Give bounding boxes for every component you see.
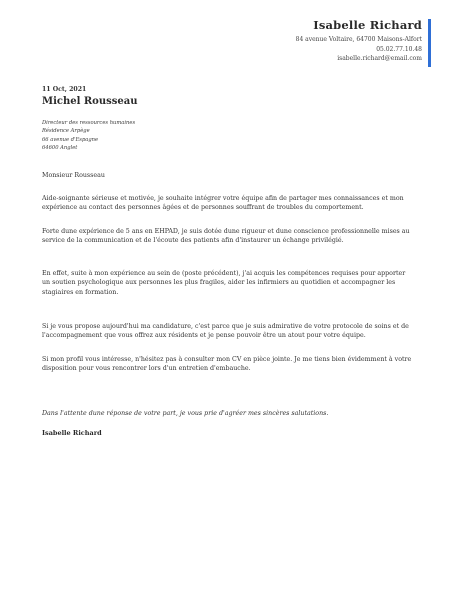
- recipient-name: Michel Rousseau: [42, 96, 138, 107]
- letter-paragraph: Si je vous propose aujourd'hui ma candidature, c'est parce que je suis admirative de votre protocole de soins et de l'accompagnement que vous offrez aux résidents et je pense pouvoir être un atout pour votre équipe.: [42, 323, 409, 340]
- sender-block: [296, 18, 422, 64]
- sender-phone: 05.02.77.10.48: [376, 45, 422, 53]
- recipient-details: [42, 119, 422, 152]
- sender-address: 84 avenue Voltaire, 64700 Maisons-Alfort: [295, 36, 422, 43]
- accent-bar: [428, 19, 431, 67]
- letter-date: 11 Oct, 2021: [42, 86, 87, 93]
- recipient-city: 64600 Anglet: [42, 144, 78, 151]
- letter-greeting: Monsieur Rousseau: [42, 172, 105, 179]
- letter-signature: Isabelle Richard: [42, 429, 102, 437]
- sender-name: Isabelle Richard: [313, 18, 422, 32]
- letter-paragraph: Aide-soignante sérieuse et motivée, je souhaite intégrer votre équipe afin de partager mes connaissances et mon expérience au contact des personnes âgées et de personnes souffrant de troubles du comportement.: [42, 195, 404, 212]
- recipient-street: 66 avenue d'Espagne: [42, 136, 99, 143]
- recipient-company: Résidence Arpège: [42, 128, 90, 135]
- letter-closing: Dans l'attente dune réponse de votre part, je vous prie d'agréer mes sincères salutations.: [42, 410, 329, 417]
- letter-paragraph: Forte dune expérience de 5 ans en EHPAD, je suis dotée dune rigueur et dune conscience professionnelle mises au service de la communication et de l'écoute des patients afin d'instaurer un échange privilégié.: [42, 228, 410, 245]
- recipient-title: Directeur des ressources humaines: [42, 120, 136, 126]
- letter-paragraph: Si mon profil vous intéresse, n'hésitez pas à consulter mon CV en pièce jointe. Je me tiens bien évidemment à votre disposition pour vous rencontrer lors d'un entretien d'embauche.: [42, 356, 412, 373]
- sender-email: isabelle.richard@email.com: [337, 55, 422, 62]
- letter-paragraph: En effet, suite à mon expérience au sein de (poste précédent), j'ai acquis les compétences requises pour apporter un soutien psychologique aux personnes les plus fragiles, aider les infirmiers au quotidien et accompagner les stagiaires en formation.: [42, 270, 406, 296]
